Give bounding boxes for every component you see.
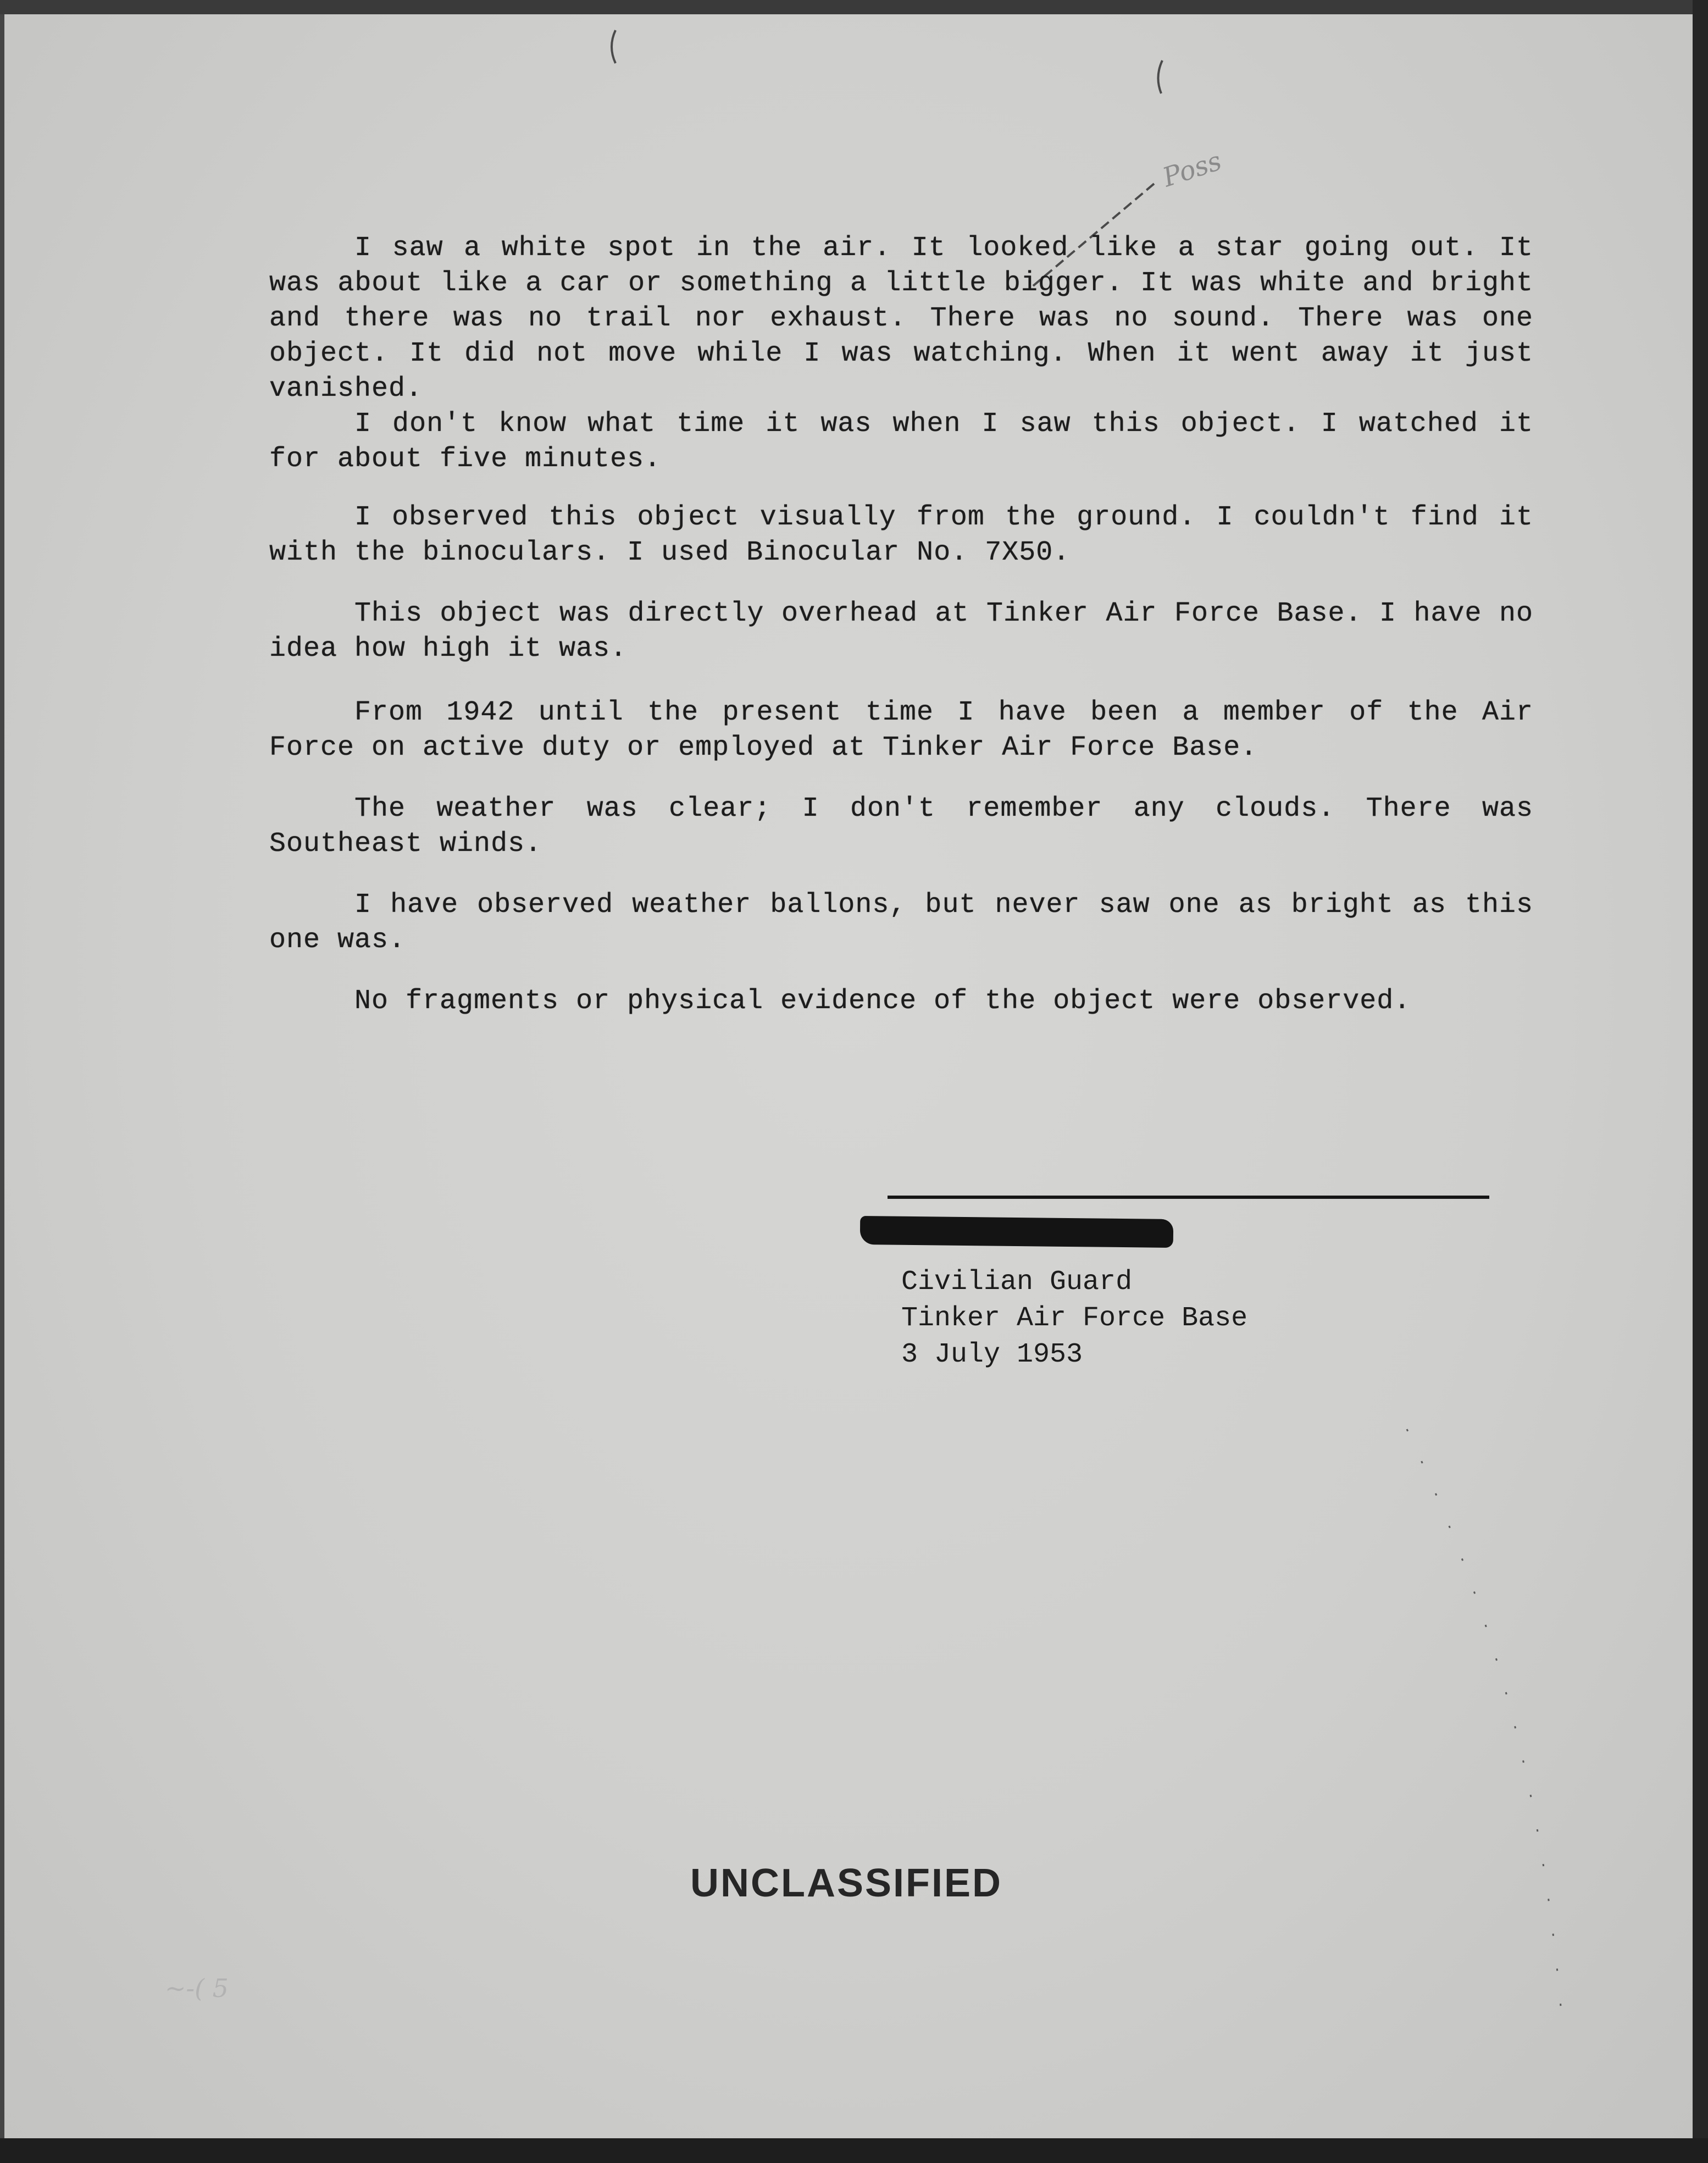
statement-date: 3 July 1953 bbox=[901, 1339, 1083, 1370]
signature-line bbox=[888, 1196, 1489, 1199]
scan-edge-right bbox=[1693, 0, 1708, 2163]
statement-paragraph-3: I observed this object visually from the ground. I couldn't find it with the binoculars. I used Binocular No. 7X50. bbox=[269, 502, 1533, 568]
handwritten-margin-note: Poss bbox=[1159, 145, 1225, 193]
faint-handwritten-note: ~-( 5 bbox=[165, 1973, 229, 2003]
signer-location: Tinker Air Force Base bbox=[901, 1303, 1248, 1334]
statement-paragraph-6: The weather was clear; I don't remember any clouds. There was Southeast winds. bbox=[269, 793, 1533, 860]
statement-paragraph-8: No fragments or physical evidence of the object were observed. bbox=[354, 986, 1411, 1017]
statement-paragraph-5: From 1942 until the present time I have been a member of the Air Force on active duty or employed at Tinker Air Force Base. bbox=[269, 697, 1533, 764]
statement-paragraph-4: This object was directly overhead at Tinker Air Force Base. I have no idea how high it was. bbox=[269, 598, 1533, 665]
statement-paragraph-1: I saw a white spot in the air. It looked like a star going out. It was about like a car or something a little bigger. It was white and bright and there was no trail nor exhaust. There was no sound. There was one object. It did not move while I was watching. When it went away it just vanished. bbox=[269, 233, 1533, 405]
scan-edge-bottom bbox=[0, 2138, 1708, 2163]
redacted-name-bar bbox=[860, 1216, 1174, 1248]
signature-block bbox=[901, 1264, 1247, 1373]
classification-stamp: UNCLASSIFIED bbox=[690, 1861, 1003, 1905]
statement-paragraph-2: I don't know what time it was when I saw this object. I watched it for about five minutes. bbox=[269, 408, 1533, 475]
statement-paragraph-7: I have observed weather ballons, but never saw one as bright as this one was. bbox=[269, 889, 1533, 956]
signer-title: Civilian Guard bbox=[901, 1266, 1133, 1298]
scan-edge-top bbox=[0, 0, 1708, 14]
